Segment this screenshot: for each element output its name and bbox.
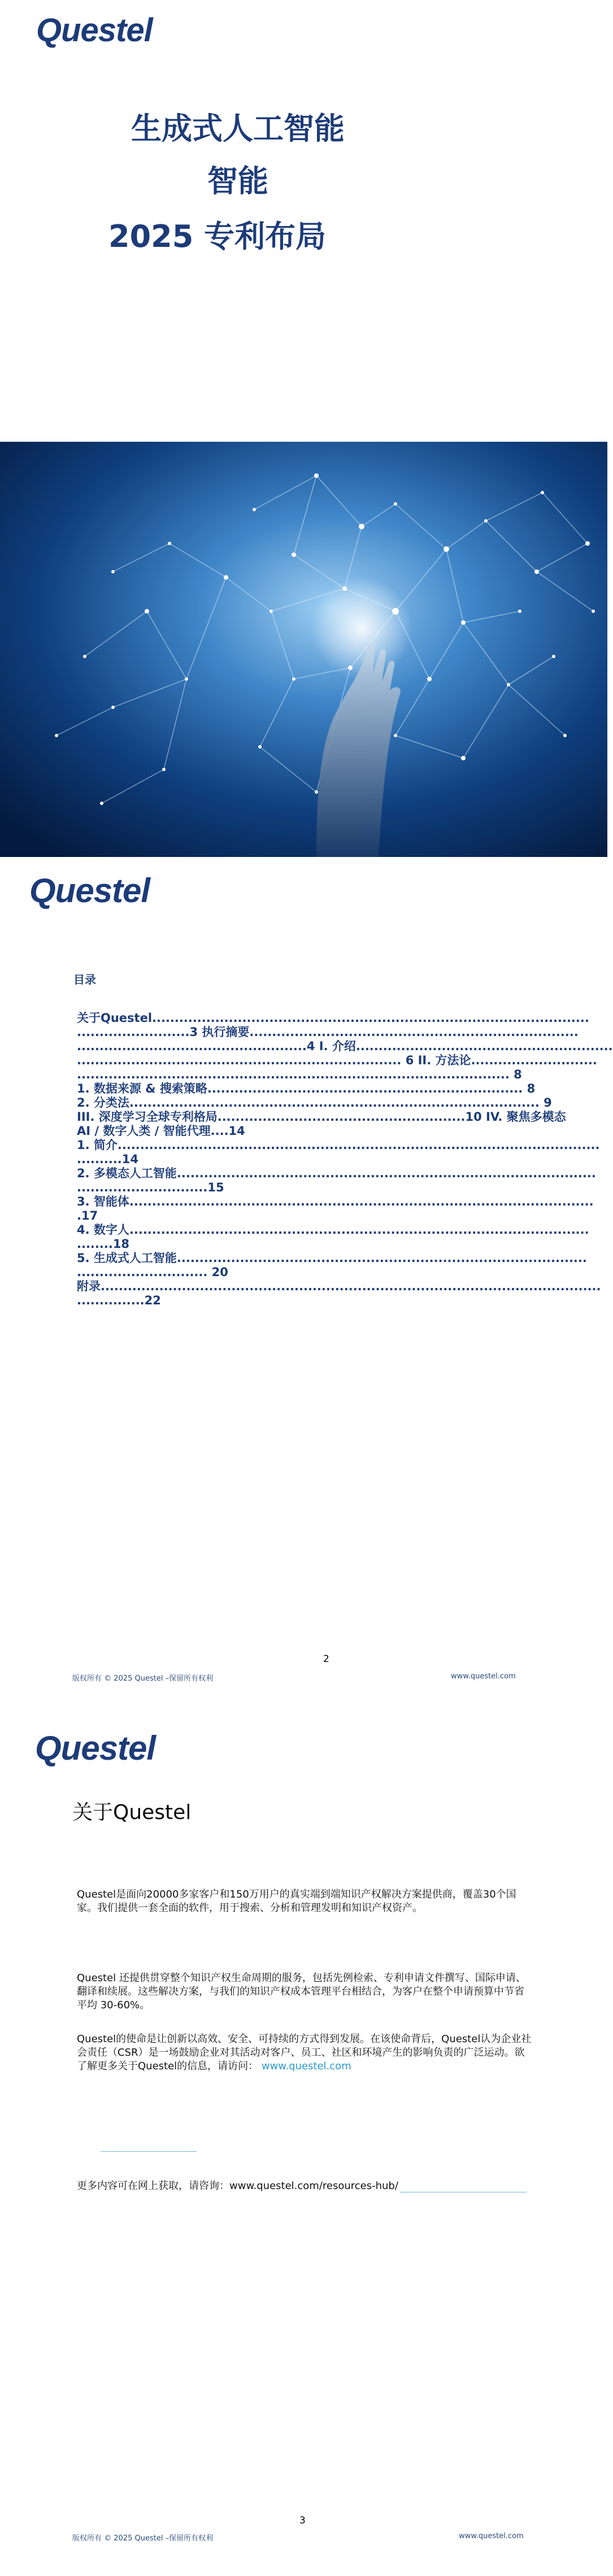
resources-hub-text[interactable]: 更多内容可在网上获取，请咨询：www.questel.com/resources-hub/ [77, 2180, 398, 2192]
page-number: 3 [299, 2515, 306, 2526]
toc-line[interactable]: III. 深度学习全球专利格局.......................................................10 IV. 聚焦多模态 [77, 1110, 566, 1124]
questel-logo: Questel [35, 1729, 156, 1767]
about-paragraph-3-text: Questel的使命是让创新以高效、安全、可持续的方式得到发展。在该使命背后，Questel认为企业社会责任（CSR）是一场鼓励企业对其活动对客户、员工、社区和环境产生的影响负责的广泛运动。欲了解更多关于Questel的信息，请访问： [77, 2033, 532, 2072]
cover-page [0, 0, 607, 857]
toc-line[interactable]: ...................................................4 I. 介绍......................................................... [77, 1039, 613, 1053]
toc-line[interactable]: 1. 数据来源 & 搜索策略...................................................................... 8 [77, 1082, 536, 1095]
toc-list [77, 1011, 613, 1308]
about-paragraph-2: Questel 还提供贯穿整个知识产权生命周期的服务，包括先例检索、专利申请文件撰写、国际申请、翻译和续展。这些解决方案，与我们的知识产权成本管理平台相结合，为客户在整个申请预算中节省平均 30-60%。 [77, 1972, 526, 2011]
toc-line[interactable]: AI / 数字人类 / 智能代理....14 [77, 1124, 245, 1138]
toc-line[interactable]: 3. 智能体....................................................................................................... [77, 1195, 594, 1208]
footer-website[interactable]: www.questel.com [451, 1672, 516, 1681]
footer-copyright: 版权所有 © 2025 Questel –保留所有权利 [72, 2534, 214, 2543]
toc-line[interactable]: ........18 [77, 1237, 130, 1251]
toc-line[interactable]: ............................. 20 [77, 1265, 228, 1279]
footer-website[interactable]: www.questel.com [459, 2532, 524, 2540]
cover-title-line3: 2025 专利布局 [108, 219, 327, 254]
questel-logo: Questel [29, 872, 150, 910]
toc-line[interactable]: ........................................................................ 6 II. 方法论............................ [77, 1054, 597, 1067]
about-paragraph-1: Questel是面向20000多家客户和150万用户的真实端到端知识产权解决方案提供商，覆盖30个国家。我们提供一套全面的软件，用于搜索、分析和管理发明和知识产权资产。 [77, 1889, 516, 1914]
hero-image-robot-hand-network [0, 442, 607, 857]
toc-line[interactable]: .17 [77, 1209, 98, 1222]
toc-line[interactable]: .............................15 [77, 1181, 224, 1194]
questel-logo: Questel [36, 12, 153, 49]
toc-line[interactable]: 关于Questel................................................................................................. [77, 1011, 589, 1025]
about-paragraph-3 [77, 2033, 533, 2073]
toc-line[interactable]: 5. 生成式人工智能........................................................................................... [77, 1251, 587, 1265]
toc-line[interactable]: 2. 分类法........................................................................................... 9 [77, 1096, 552, 1109]
toc-line[interactable]: 4. 数字人...................................................................................................... [77, 1223, 589, 1237]
toc-line[interactable]: 附录............................................................................................................... [77, 1280, 601, 1293]
cover-title-line2: 智能 [207, 163, 268, 199]
toc-line[interactable]: .........................3 执行摘要......................................................................... [77, 1025, 579, 1039]
toc-line[interactable]: 2. 多模态人工智能............................................................................................. [77, 1167, 596, 1180]
cover-title-line1: 生成式人工智能 [131, 111, 345, 146]
toc-heading: 目录 [73, 973, 96, 986]
divider-short [101, 2151, 197, 2152]
questel-website-link[interactable]: www.questel.com [261, 2060, 351, 2072]
about-heading: 关于Questel [72, 1801, 192, 1824]
toc-line[interactable]: ...............22 [77, 1294, 161, 1307]
footer-copyright: 版权所有 © 2025 Questel –保留所有权利 [72, 1674, 214, 1683]
toc-line[interactable]: 1. 简介........................................................................................................... [77, 1138, 600, 1152]
toc-line[interactable]: ..........14 [77, 1152, 138, 1166]
toc-line[interactable]: ................................................................................................ 8 [77, 1068, 522, 1081]
page-number: 2 [323, 1653, 329, 1665]
